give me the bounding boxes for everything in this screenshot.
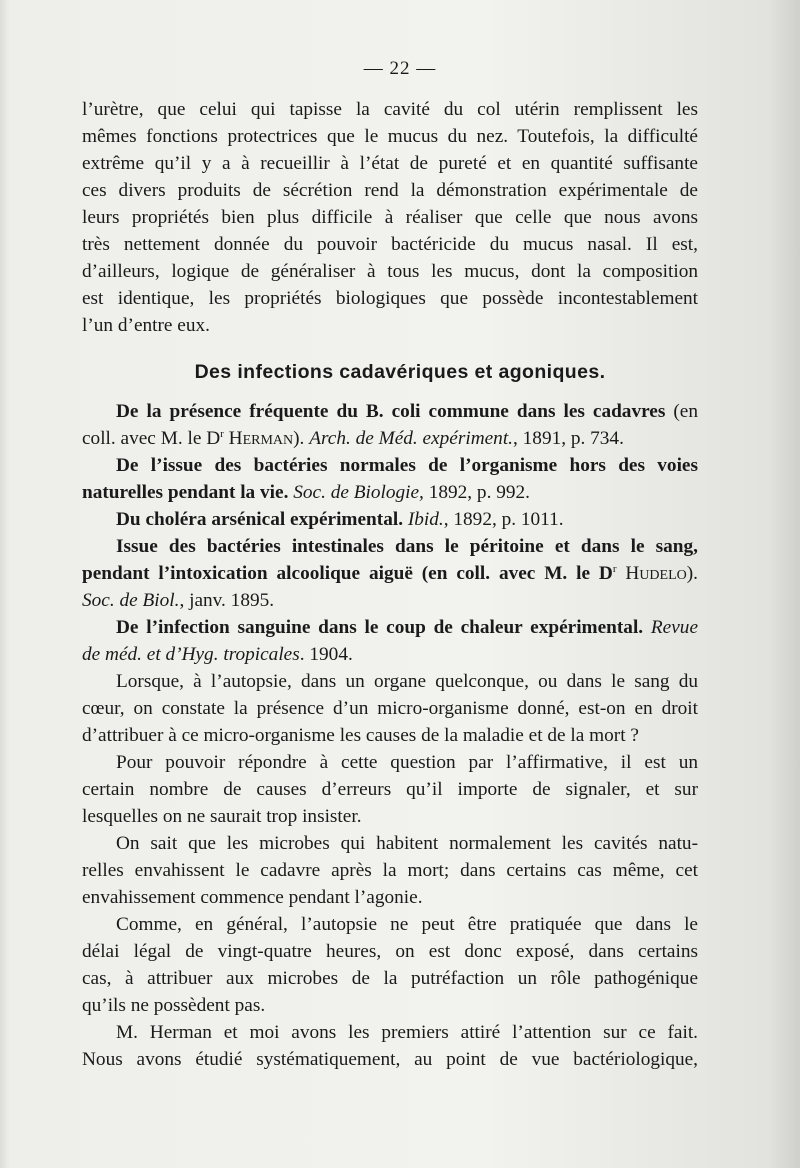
author-name: Herman [228, 428, 294, 449]
reference-text: coll. avec M. le D [82, 428, 221, 449]
text-line: Nous avons étudié systématiquement, au point de vue bactériologique, [82, 1049, 698, 1070]
reference-1-line-1 [116, 398, 698, 425]
text-line: M. Herman et moi avons les premiers attiré l’attention sur ce fait. [116, 1022, 698, 1043]
text-line: est identique, les propriétés biologiques que possède incontestablement [82, 288, 698, 309]
text-line: lesquelles on ne saurait trop insister. [82, 806, 362, 827]
text-line: ces divers produits de sécrétion rend la démonstration expérimentale de [82, 180, 698, 201]
text-line: mêmes fonctions protectrices que le mucus du nez. Toutefois, la difficulté [82, 126, 698, 147]
text-line: très nettement donnée du pouvoir bactéricide du mucus nasal. Il est, [82, 234, 698, 255]
reference-date: 1892, p. 992. [428, 482, 530, 503]
reference-4-line-1: Issue des bactéries intestinales dans le péritoine et dans le sang, [116, 536, 698, 557]
reference-1-line-2 [82, 425, 698, 452]
reference-date: , 1892, p. 1011. [443, 509, 564, 530]
reference-5-line-1 [116, 614, 698, 641]
text-line: délai légal de vingt-quatre heures, on est donc exposé, dans certains [82, 941, 698, 962]
text-line: cas, à attribuer aux microbes de la putréfaction un rôle pathogénique [82, 968, 698, 989]
text-line: cœur, on constate la présence d’un micro-organisme donné, est-on en droit [82, 698, 698, 719]
reference-3 [116, 506, 698, 533]
text-line: extrême qu’il y a à recueillir à l’état de pureté et en quantité suffisante [82, 153, 698, 174]
text-line: relles envahissent le cadavre après la mort; dans certains cas même, cet [82, 860, 698, 881]
reference-date: , janv. 1895. [179, 590, 275, 611]
superscript: r [220, 428, 224, 440]
author-name: Hudelo [625, 563, 687, 584]
reference-text: ). [686, 563, 698, 584]
page-number: — 22 — [363, 58, 437, 79]
reference-title: Du choléra arsénical expérimental. [116, 509, 404, 530]
text-line: Comme, en général, l’autopsie ne peut être pratiquée que dans le [116, 914, 698, 935]
text-line: On sait que les microbes qui habitent normalement les cavités natu- [116, 833, 698, 854]
text-line: Pour pouvoir répondre à cette question par l’affirmative, il est un [116, 752, 698, 773]
reference-title: De la présence fréquente du B. coli commune dans les cadavres [116, 401, 666, 422]
reference-5-line-2 [82, 641, 698, 668]
reference-2-line-2 [82, 479, 698, 506]
reference-title: naturelles pendant la vie. [82, 482, 289, 503]
text-line: envahissement commence pendant l’agonie. [82, 887, 423, 908]
reference-4-line-2 [82, 560, 698, 587]
journal-name: Soc. de Biol. [82, 590, 180, 611]
journal-name: Arch. de Méd. expériment. [309, 428, 514, 449]
superscript: r [612, 563, 617, 575]
journal-name: de méd. et d’Hyg. tropicales [82, 644, 300, 665]
reference-title: pendant l’intoxication alcoolique aiguë (en coll. avec M. le D [82, 563, 613, 584]
journal-name: Soc. de Biologie, [293, 482, 424, 503]
text-line: leurs propriétés bien plus difficile à réaliser que celle que nous avons [82, 207, 698, 228]
section-heading: Des infections cadavériques et agoniques. [194, 361, 606, 383]
journal-name: Revue [650, 617, 698, 638]
reference-title: De l’infection sanguine dans le coup de chaleur expérimental. [116, 617, 644, 638]
text-line: l’un d’entre eux. [82, 315, 210, 336]
text-line: qu’ils ne possèdent pas. [82, 995, 266, 1016]
reference-text: (en [673, 401, 699, 422]
text-line: l’urètre, que celui qui tapisse la cavité du col utérin remplissent les [82, 99, 698, 120]
reference-text: ). [293, 428, 305, 449]
text-line: certain nombre de causes d’erreurs qu’il importe de signaler, et sur [82, 779, 698, 800]
reference-date: , 1891, p. 734. [513, 428, 624, 449]
reference-date: . 1904. [299, 644, 353, 665]
journal-name: Ibid. [407, 509, 444, 530]
text-line: d’ailleurs, logique de généraliser à tous les mucus, dont la composition [82, 261, 698, 282]
text-line: d’attribuer à ce micro-organisme les causes de la maladie et de la mort ? [82, 725, 639, 746]
reference-4-line-3 [82, 587, 698, 614]
text-line: Lorsque, à l’autopsie, dans un organe quelconque, ou dans le sang du [116, 671, 698, 692]
reference-2-line-1: De l’issue des bactéries normales de l’organisme hors des voies [116, 455, 698, 476]
